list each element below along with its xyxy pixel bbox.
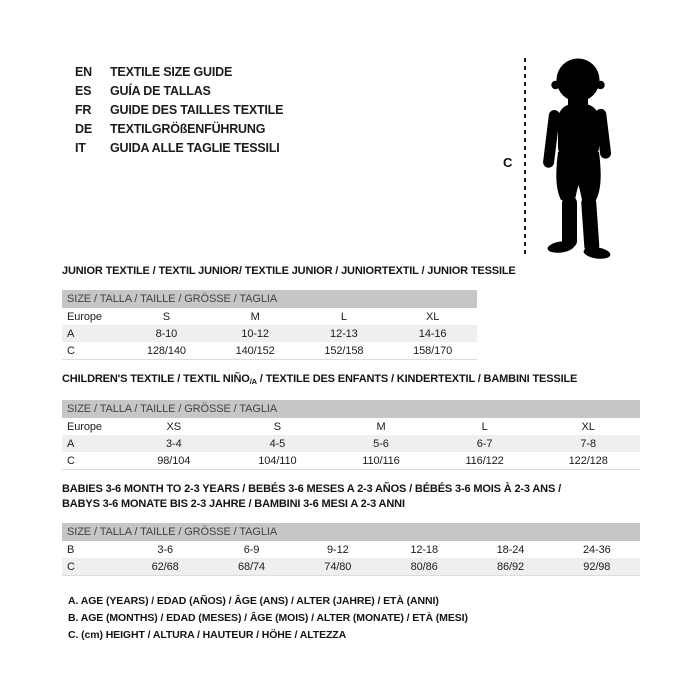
size-table (62, 400, 640, 470)
language-row-fr (75, 101, 283, 120)
row-label: B (67, 543, 75, 556)
cell-value: 80/86 (410, 560, 438, 573)
section-title-line: JUNIOR TEXTILE / TEXTIL JUNIOR/ TEXTILE JUNIOR / JUNIORTEXTIL / JUNIOR TESSILE (62, 265, 516, 277)
cell-value: 86/92 (496, 560, 524, 573)
section-title (62, 482, 662, 512)
table-row-c (62, 342, 477, 360)
language-code: IT (75, 141, 86, 155)
cell-value: 10-12 (241, 327, 269, 340)
language-row-en (75, 63, 283, 82)
row-label: C (67, 454, 75, 467)
language-code: FR (75, 103, 92, 117)
cell-value: 98/104 (157, 454, 191, 467)
row-label: A (67, 327, 75, 340)
footnotes (62, 593, 662, 644)
section-title (62, 372, 662, 389)
language-row-de (75, 120, 283, 139)
cell-value: 6-7 (476, 437, 493, 450)
language-code: DE (75, 122, 92, 136)
cell-value: 12-18 (410, 543, 438, 556)
language-label: TEXTILE SIZE GUIDE (110, 65, 233, 79)
language-list (75, 63, 283, 158)
language-label: GUIDA ALLE TAGLIE TESSILI (110, 141, 280, 155)
size-table (62, 290, 477, 360)
size-table-header: SIZE / TALLA / TAILLE / GRÖSSE / TAGLIA (62, 290, 477, 308)
cell-value: 6-9 (243, 543, 260, 556)
size-tables-area (62, 264, 662, 644)
table-row-c (62, 452, 640, 470)
language-code: ES (75, 84, 92, 98)
table-row-c (62, 558, 640, 576)
table-row-europe (62, 308, 477, 325)
table-row-b (62, 541, 640, 558)
cell-value: 140/152 (235, 344, 275, 357)
sections (62, 264, 662, 576)
cell-value: 122/128 (568, 454, 608, 467)
section-1 (62, 264, 662, 360)
cell-value: 104/110 (258, 454, 297, 467)
cell-value: 8-10 (155, 327, 178, 340)
table-row-a (62, 435, 640, 452)
language-row-it (75, 139, 283, 158)
height-measure-dashed-line (524, 58, 526, 258)
size-table (62, 523, 640, 576)
size-table-header: SIZE / TALLA / TAILLE / GRÖSSE / TAGLIA (62, 523, 640, 541)
language-label: GUIDE DES TAILLES TEXTILE (110, 103, 284, 117)
section-2 (62, 372, 662, 470)
footnote: C. (cm) HEIGHT / ALTURA / HAUTEUR / HÖHE / ALTEZZA (68, 629, 347, 641)
cell-value: 3-4 (165, 437, 182, 450)
language-row-es (75, 82, 283, 101)
cell-value: XS (166, 420, 182, 433)
cell-value: 152/158 (324, 344, 364, 357)
baby-silhouette-icon (534, 54, 626, 259)
cell-value: XL (425, 310, 440, 323)
cell-value: L (481, 420, 488, 433)
cell-value: 4-5 (269, 437, 286, 450)
cell-value: S (273, 420, 282, 433)
section-title (62, 264, 662, 279)
row-label: Europe (67, 310, 102, 323)
height-measure-label: C (503, 155, 513, 170)
row-label: C (67, 560, 75, 573)
cell-value: S (162, 310, 170, 323)
footnote: B. AGE (MONTHS) / EDAD (MESES) / ÂGE (MOIS) / ALTER (MONATE) / ETÀ (MESI) (68, 612, 468, 624)
table-row-europe (62, 418, 640, 435)
cell-value: 5-6 (373, 437, 389, 450)
language-label: GUÍA DE TALLAS (110, 84, 211, 98)
cell-value: 7-8 (580, 437, 596, 450)
language-label: TEXTILGRÖßENFÜHRUNG (110, 122, 266, 136)
size-table-header: SIZE / TALLA / TAILLE / GRÖSSE / TAGLIA (62, 400, 640, 418)
section-title-line: CHILDREN'S TEXTILE / TEXTIL $NIÑO_{/A}$ / TEXTILE DES ENFANTS / KINDERTEXTIL / BAMBINI TESSILE (62, 373, 578, 386)
cell-value: 74/80 (324, 560, 352, 573)
row-label: A (67, 437, 75, 450)
language-code: EN (75, 65, 92, 79)
cell-value: 158/170 (413, 344, 453, 357)
cell-value: 3-6 (157, 543, 173, 556)
cell-value: 128/140 (146, 344, 186, 357)
cell-value: 24-36 (583, 543, 611, 556)
cell-value: 116/122 (465, 454, 504, 467)
section-title-line: BABYS 3-6 MONATE BIS 2-3 JAHRE / BAMBINI 3-6 MESI A 2-3 ANNI (62, 498, 405, 510)
row-label: C (67, 344, 75, 357)
cell-value: L (340, 310, 347, 323)
cell-value: 12-13 (330, 327, 358, 340)
cell-value: 110/116 (362, 454, 400, 467)
cell-value: 92/98 (583, 560, 611, 573)
footnote: A. AGE (YEARS) / EDAD (AÑOS) / ÂGE (ANS) / ALTER (JAHRE) / ETÀ (ANNI) (68, 595, 439, 607)
cell-value: XL (581, 420, 595, 433)
cell-value: 62/68 (151, 560, 179, 573)
cell-value: 9-12 (327, 543, 349, 556)
section-3 (62, 482, 662, 576)
cell-value: 18-24 (496, 543, 525, 556)
row-label: Europe (67, 420, 102, 433)
cell-value: 68/74 (237, 560, 265, 573)
cell-value: 14-16 (418, 327, 447, 340)
section-title-line: BABIES 3-6 MONTH TO 2-3 YEARS / BEBÉS 3-6 MESES A 2-3 AÑOS / BÉBÉS 3-6 MOIS À 2-3 ANS / (62, 483, 561, 495)
cell-value: M (376, 420, 386, 433)
table-row-a (62, 325, 477, 342)
cell-value: M (250, 310, 260, 323)
